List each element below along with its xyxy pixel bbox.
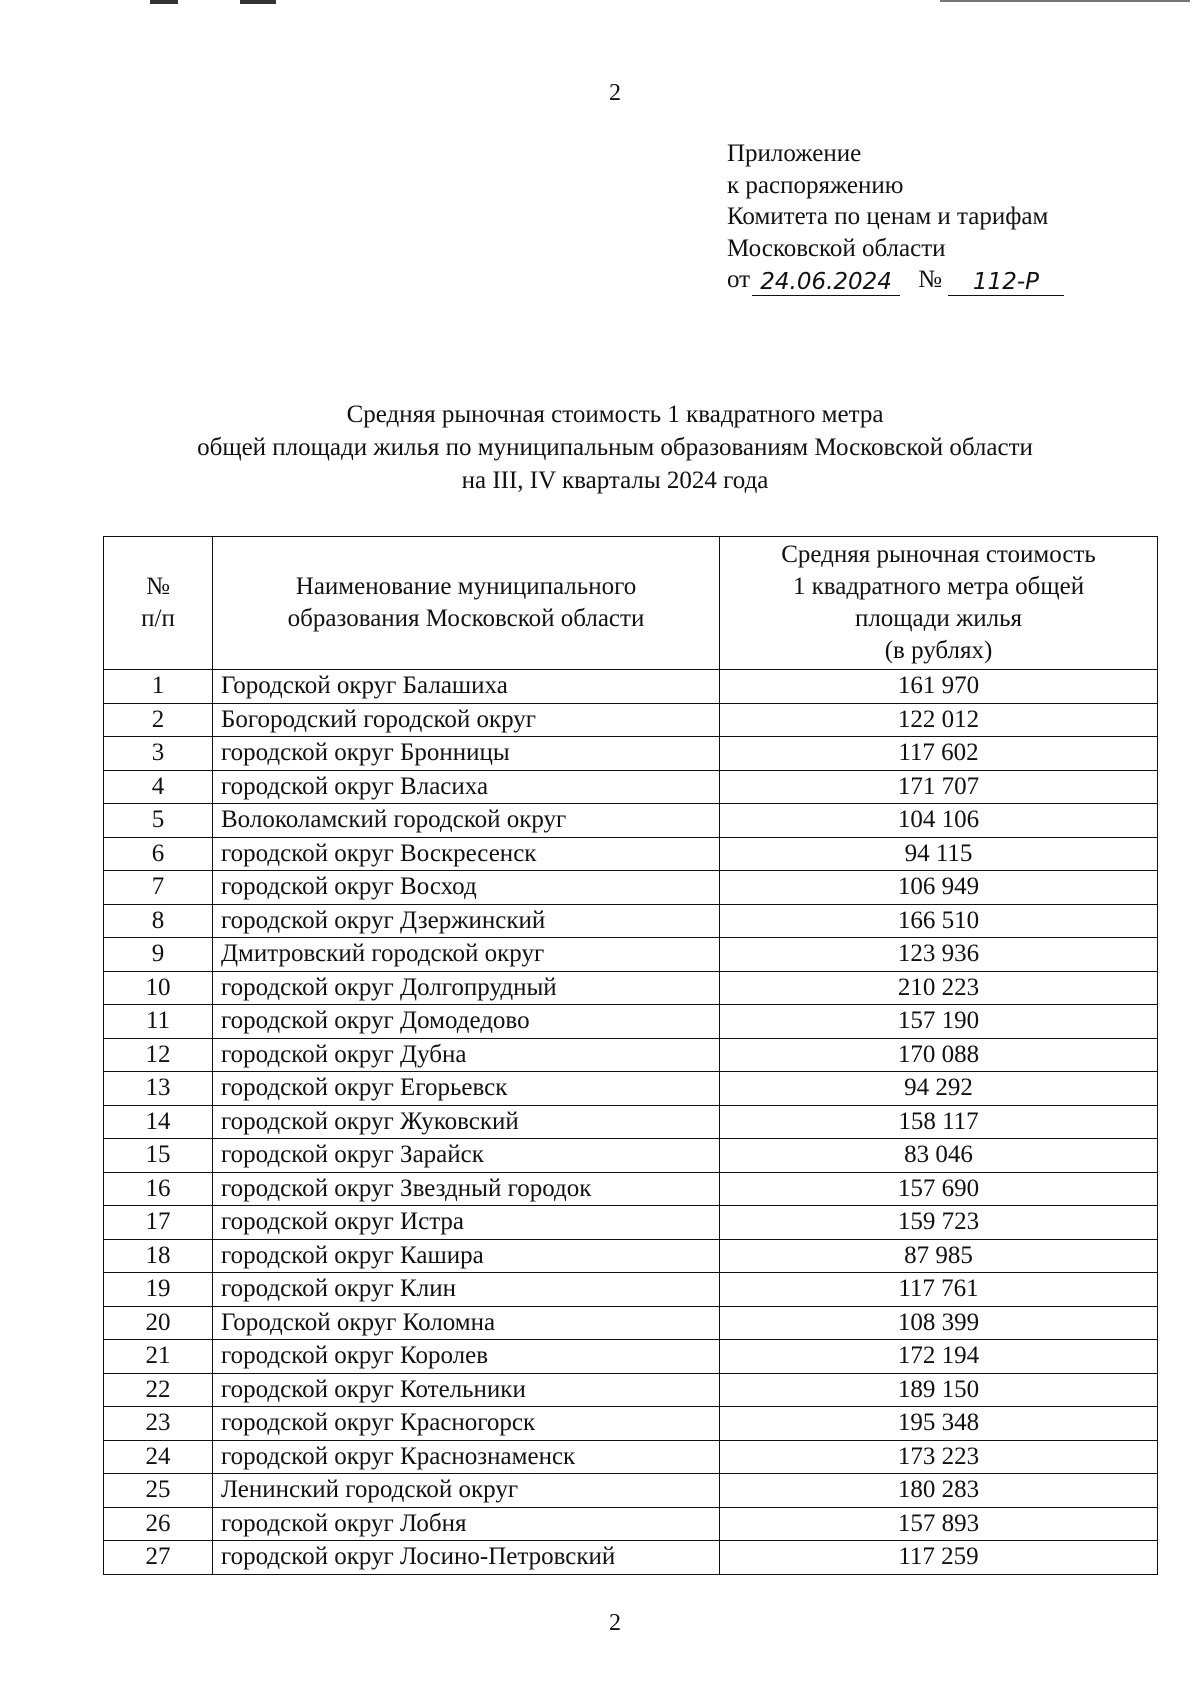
- table-row: [104, 971, 1158, 1005]
- row-number: 16: [104, 1172, 213, 1206]
- price-value: 171 707: [720, 770, 1158, 804]
- row-number: 1: [104, 670, 213, 704]
- table-row: [104, 1172, 1158, 1206]
- row-number: 2: [104, 703, 213, 737]
- row-number: 6: [104, 837, 213, 871]
- municipality-name: городской округ Долгопрудный: [213, 971, 720, 1005]
- table-row: [104, 1407, 1158, 1441]
- municipality-name: городской округ Зарайск: [213, 1139, 720, 1173]
- municipality-name: Богородский городской округ: [213, 703, 720, 737]
- price-value: 117 602: [720, 737, 1158, 771]
- table-row: [104, 1206, 1158, 1240]
- price-value: 94 115: [720, 837, 1158, 871]
- row-number: 4: [104, 770, 213, 804]
- row-number: 27: [104, 1541, 213, 1575]
- price-value: 83 046: [720, 1139, 1158, 1173]
- municipality-name: Ленинский городской округ: [213, 1474, 720, 1508]
- table-row: [104, 1306, 1158, 1340]
- table-row: [104, 1273, 1158, 1307]
- price-value: 117 761: [720, 1273, 1158, 1307]
- municipality-name: Городской округ Балашиха: [213, 670, 720, 704]
- municipality-name: городской округ Звездный городок: [213, 1172, 720, 1206]
- row-number: 3: [104, 737, 213, 771]
- row-number: 14: [104, 1105, 213, 1139]
- header-price: Средняя рыночная стоимость 1 квадратного метра общей площади жилья (в рублях): [720, 537, 1158, 670]
- municipality-name: городской округ Дубна: [213, 1038, 720, 1072]
- price-value: 166 510: [720, 904, 1158, 938]
- price-value: 122 012: [720, 703, 1158, 737]
- appendix-line-1: Приложение: [727, 140, 862, 167]
- handwritten-date: 24.06.2024: [752, 269, 900, 296]
- row-number: 20: [104, 1306, 213, 1340]
- table-row: [104, 938, 1158, 972]
- table-row: [104, 1038, 1158, 1072]
- municipality-name: городской округ Лосино-Петровский: [213, 1541, 720, 1575]
- scan-edge-mark-right: [940, 0, 1190, 2]
- table-row: [104, 1139, 1158, 1173]
- municipality-name: городской округ Клин: [213, 1273, 720, 1307]
- table-row: [104, 1541, 1158, 1575]
- municipality-name: Волоколамский городской округ: [213, 804, 720, 838]
- table-row: [104, 1072, 1158, 1106]
- price-value: 106 949: [720, 871, 1158, 905]
- municipality-name: городской округ Домодедово: [213, 1005, 720, 1039]
- date-prefix: от: [727, 266, 751, 293]
- municipality-name: городской округ Воскресенск: [213, 837, 720, 871]
- appendix-date-number-line: [727, 264, 1064, 296]
- price-value: 180 283: [720, 1474, 1158, 1508]
- title-line-1: Средняя рыночная стоимость 1 квадратного метра: [346, 401, 884, 428]
- table-row: [104, 737, 1158, 771]
- price-value: 157 690: [720, 1172, 1158, 1206]
- price-value: 159 723: [720, 1206, 1158, 1240]
- price-value: 87 985: [720, 1239, 1158, 1273]
- page-number-bottom: 2: [609, 1610, 621, 1636]
- municipality-name: городской округ Королев: [213, 1340, 720, 1374]
- table-row: [104, 1474, 1158, 1508]
- row-number: 5: [104, 804, 213, 838]
- price-table: [103, 536, 1158, 1575]
- municipality-name: Городской округ Коломна: [213, 1306, 720, 1340]
- appendix-block: [727, 138, 1064, 296]
- row-number: 8: [104, 904, 213, 938]
- row-number: 12: [104, 1038, 213, 1072]
- price-value: 173 223: [720, 1440, 1158, 1474]
- price-value: 189 150: [720, 1373, 1158, 1407]
- price-value: 157 190: [720, 1005, 1158, 1039]
- table-row: [104, 1239, 1158, 1273]
- municipality-name: городской округ Дзержинский: [213, 904, 720, 938]
- title-line-2: общей площади жилья по муниципальным образованиям Московской области: [197, 434, 1033, 461]
- municipality-name: городской округ Власиха: [213, 770, 720, 804]
- scan-edge-mark-mid: [240, 0, 276, 4]
- title-line-3: на III, IV кварталы 2024 года: [461, 467, 769, 494]
- table-row: [104, 1105, 1158, 1139]
- municipality-name: городской округ Лобня: [213, 1507, 720, 1541]
- row-number: 19: [104, 1273, 213, 1307]
- appendix-line-3: Комитета по ценам и тарифам: [727, 203, 1049, 230]
- appendix-line-2: к распоряжению: [727, 171, 904, 199]
- municipality-name: городской округ Бронницы: [213, 737, 720, 771]
- price-value: 117 259: [720, 1541, 1158, 1575]
- table-row: [104, 670, 1158, 704]
- row-number: 26: [104, 1507, 213, 1541]
- row-number: 9: [104, 938, 213, 972]
- table-body: [104, 670, 1158, 1575]
- row-number: 15: [104, 1139, 213, 1173]
- municipality-name: городской округ Кашира: [213, 1239, 720, 1273]
- table-row: [104, 804, 1158, 838]
- table-row: [104, 904, 1158, 938]
- table-row: [104, 1340, 1158, 1374]
- row-number: 18: [104, 1239, 213, 1273]
- municipality-name: Дмитровский городской округ: [213, 938, 720, 972]
- municipality-name: городской округ Красногорск: [213, 1407, 720, 1441]
- table-row: [104, 1507, 1158, 1541]
- row-number: 23: [104, 1407, 213, 1441]
- price-value: 94 292: [720, 1072, 1158, 1106]
- price-value: 157 893: [720, 1507, 1158, 1541]
- price-value: 210 223: [720, 971, 1158, 1005]
- table-row: [104, 1440, 1158, 1474]
- scan-edge-mark-left: [150, 0, 178, 4]
- table-row: [104, 703, 1158, 737]
- price-value: 108 399: [720, 1306, 1158, 1340]
- municipality-name: городской округ Истра: [213, 1206, 720, 1240]
- municipality-name: городской округ Восход: [213, 871, 720, 905]
- row-number: 11: [104, 1005, 213, 1039]
- table-row: [104, 1373, 1158, 1407]
- row-number: 17: [104, 1206, 213, 1240]
- handwritten-number: 112-Р: [948, 269, 1064, 296]
- price-value: 158 117: [720, 1105, 1158, 1139]
- price-value: 195 348: [720, 1407, 1158, 1441]
- row-number: 13: [104, 1072, 213, 1106]
- table-row: [104, 837, 1158, 871]
- municipality-name: городской округ Краснознаменск: [213, 1440, 720, 1474]
- municipality-name: городской округ Егорьевск: [213, 1072, 720, 1106]
- municipality-name: городской округ Котельники: [213, 1373, 720, 1407]
- appendix-line-4: Московской области: [727, 234, 946, 262]
- row-number: 21: [104, 1340, 213, 1374]
- header-municipality: Наименование муниципального образования Московской области: [213, 537, 720, 670]
- row-number: 10: [104, 971, 213, 1005]
- price-value: 123 936: [720, 938, 1158, 972]
- price-value: 170 088: [720, 1038, 1158, 1072]
- row-number: 24: [104, 1440, 213, 1474]
- table-row: [104, 871, 1158, 905]
- municipality-name: городской округ Жуковский: [213, 1105, 720, 1139]
- row-number: 25: [104, 1474, 213, 1508]
- price-value: 161 970: [720, 670, 1158, 704]
- row-number: 22: [104, 1373, 213, 1407]
- header-number: № п/п: [104, 537, 213, 670]
- document-title: [0, 398, 1200, 497]
- number-sign: №: [918, 266, 942, 293]
- page-number-top: 2: [609, 80, 621, 106]
- row-number: 7: [104, 871, 213, 905]
- price-value: 104 106: [720, 804, 1158, 838]
- table-row: [104, 1005, 1158, 1039]
- table-header-row: [104, 537, 1158, 670]
- price-value: 172 194: [720, 1340, 1158, 1374]
- table-row: [104, 770, 1158, 804]
